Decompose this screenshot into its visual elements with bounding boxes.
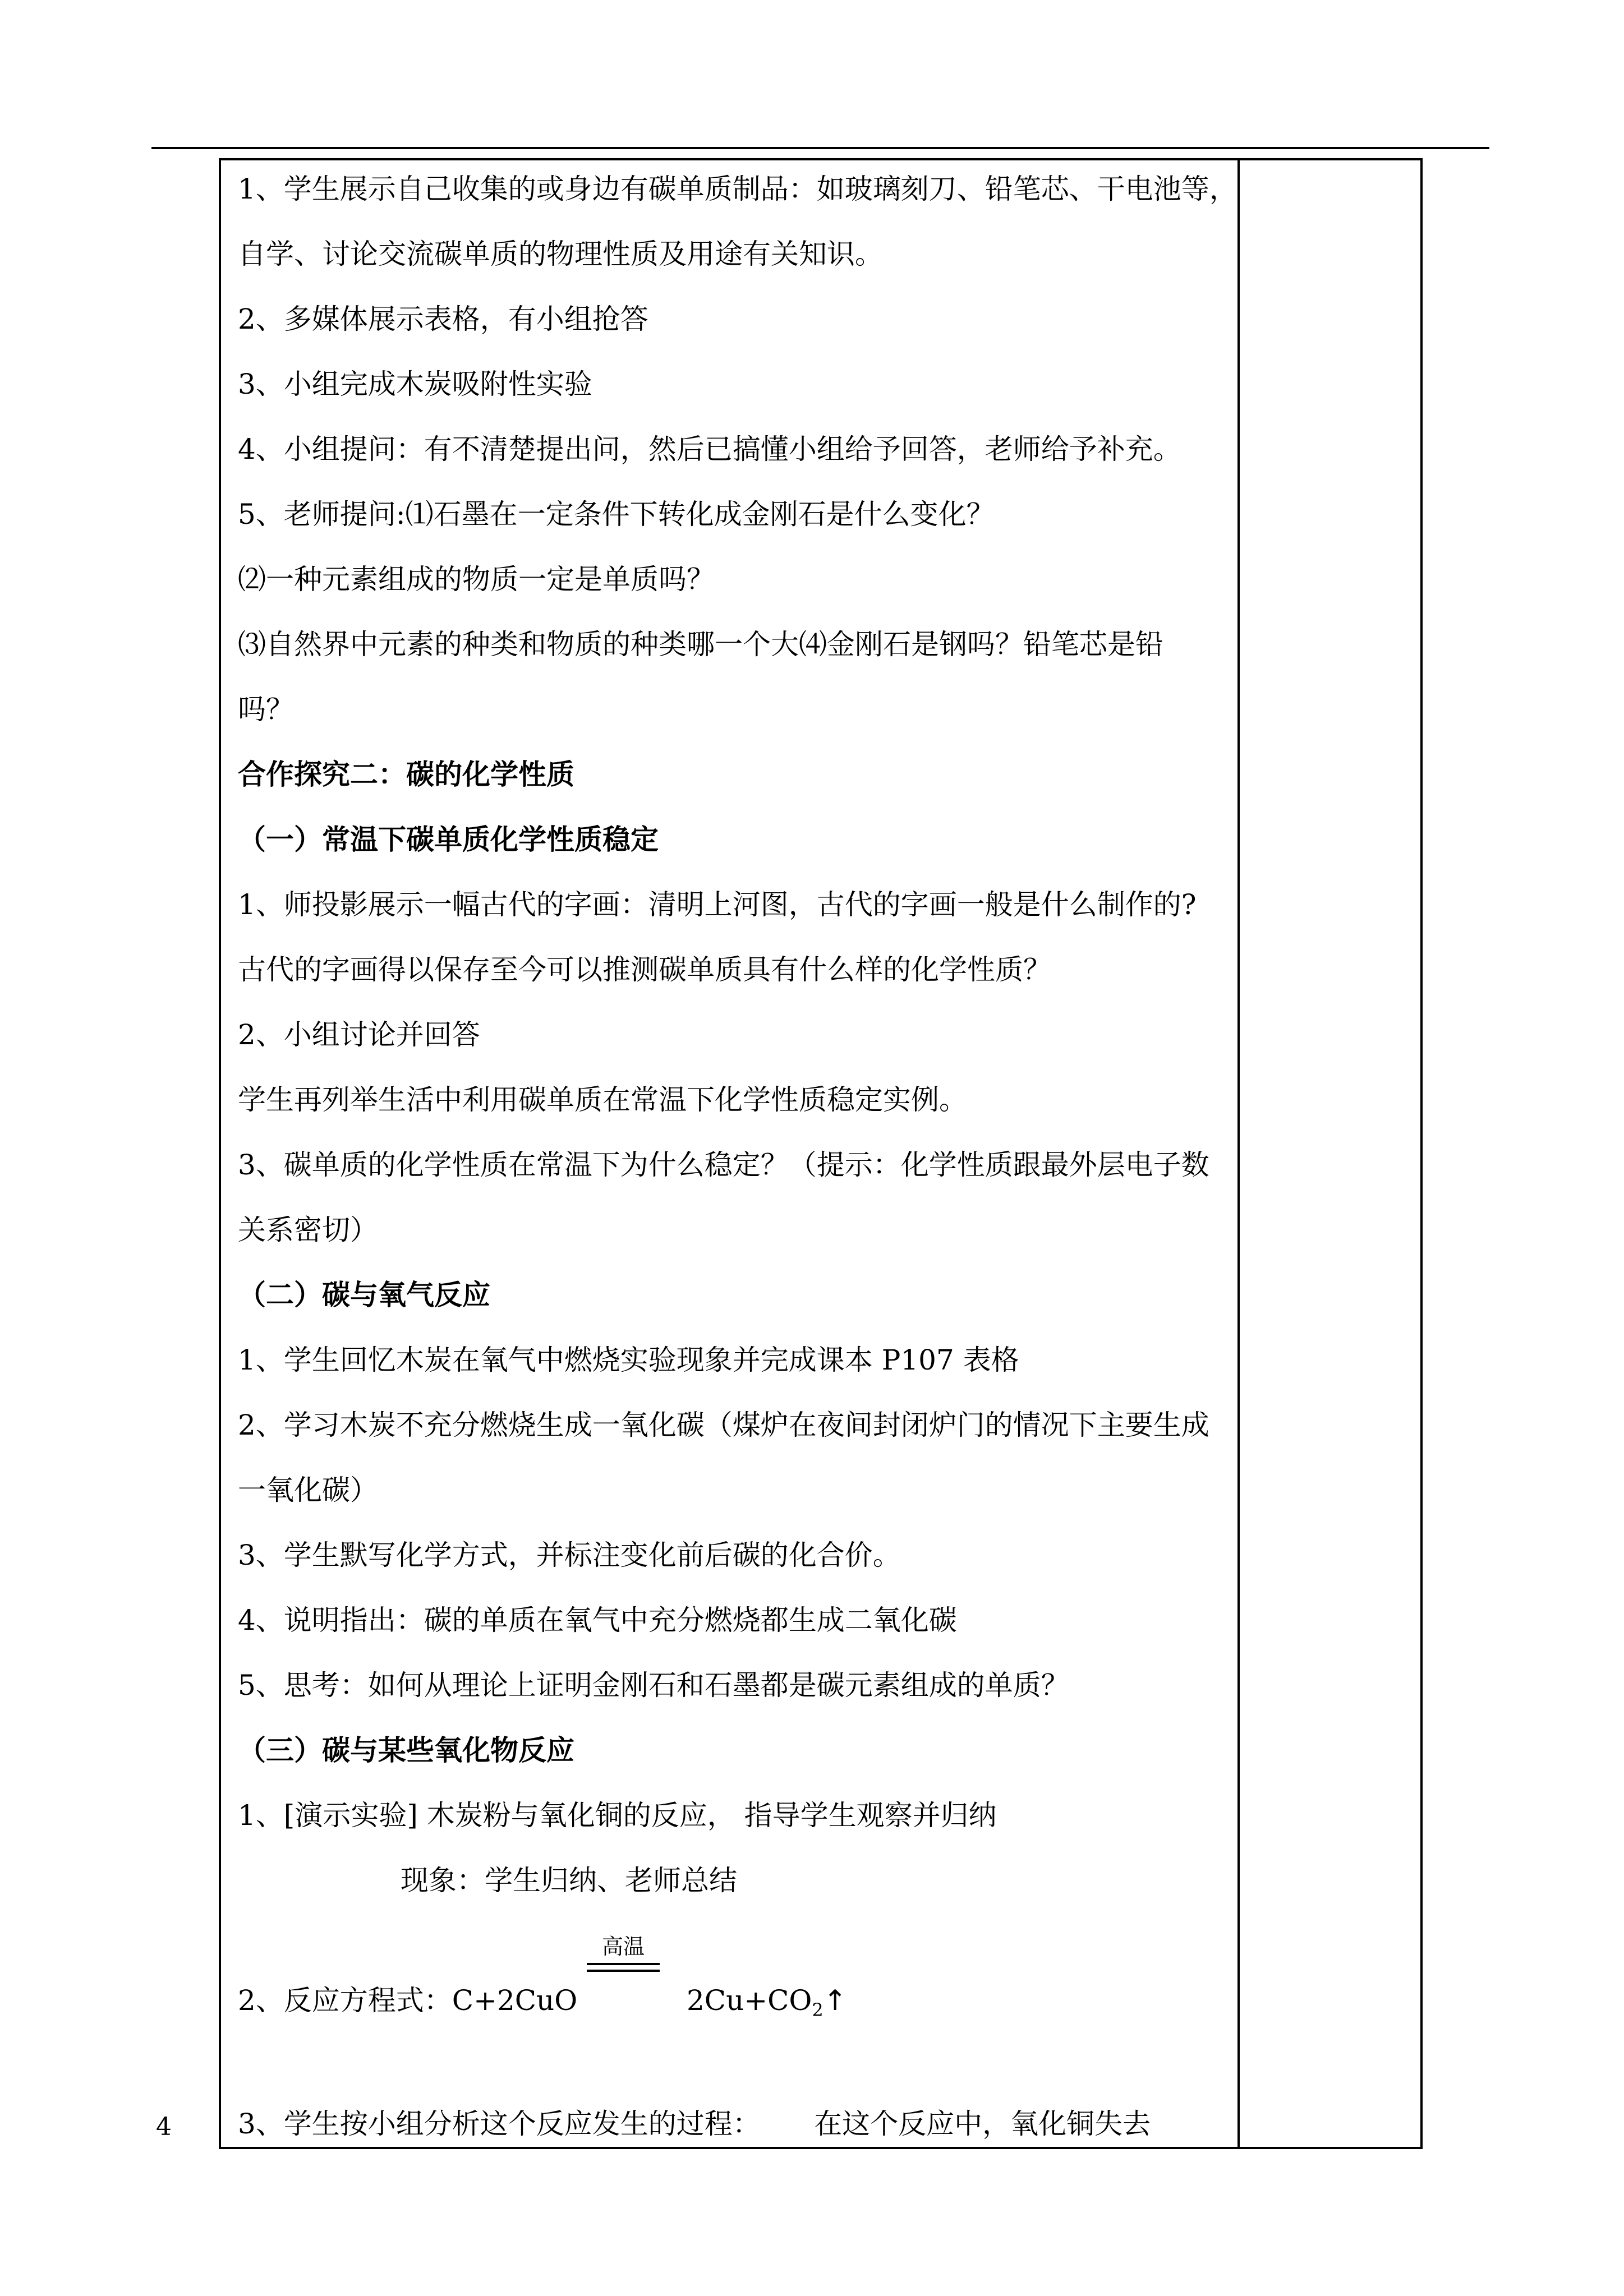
page-number: 4 xyxy=(156,2113,172,2141)
section-heading: 合作探究二：碳的化学性质 xyxy=(238,758,574,791)
equation-reactants: 2、反应方程式：C+2CuO xyxy=(238,1984,578,2017)
lesson-table xyxy=(219,158,1423,2149)
text-line: 一氧化碳） xyxy=(238,1474,378,1506)
text-line: 自学、讨论交流碳单质的物理性质及用途有关知识。 xyxy=(238,238,883,270)
text-line: 1、师投影展示一幅古代的字画：清明上河图，古代的字画一般是什么制作的? xyxy=(238,888,1197,921)
subsection-heading: （三）碳与某些氧化物反应 xyxy=(238,1733,574,1767)
subsection-heading: （一）常温下碳单质化学性质稳定 xyxy=(238,823,659,856)
gas-arrow-icon: ↑ xyxy=(823,1984,847,2017)
text-line: ⑶自然界中元素的种类和物质的种类哪一个大⑷金刚石是钢吗？铅笔芯是铅 xyxy=(238,628,1163,661)
column-divider xyxy=(1237,160,1240,2147)
text-line: 1、学生展示自己收集的或身边有碳单质制品：如玻璃刻刀、铅笔芯、干电池等， xyxy=(238,173,1237,205)
reaction-condition: 高温 xyxy=(601,1934,645,1959)
header-rule xyxy=(151,147,1489,149)
text-line: 3、学生默写化学方式，并标注变化前后碳的化合价。 xyxy=(238,1539,901,1571)
text-line: 1、[演示实验] 木炭粉与氧化铜的反应， 指导学生观察并归纳 xyxy=(238,1799,997,1832)
text-line: 3、碳单质的化学性质在常温下为什么稳定？（提示：化学性质跟最外层电子数 xyxy=(238,1149,1209,1181)
equation-products xyxy=(687,1982,847,2028)
text-line: 3、小组完成木炭吸附性实验 xyxy=(238,368,592,400)
subsection-heading: （二）碳与氧气反应 xyxy=(238,1278,490,1311)
text-line: 1、学生回忆木炭在氧气中燃烧实验现象并完成课本 P107 表格 xyxy=(238,1344,1019,1376)
text-line: 3、学生按小组分析这个反应发生的过程： 在这个反应中，氧化铜失去 xyxy=(238,2108,1151,2140)
text-line: 现象：学生归纳、老师总结 xyxy=(401,1864,737,1897)
text-line: 2、小组讨论并回答 xyxy=(238,1018,480,1051)
text-line: 4、小组提问：有不清楚提出问，然后已搞懂小组给予回答，老师给予补充。 xyxy=(238,433,1181,465)
text-line: 吗？ xyxy=(238,693,294,726)
text-line: ⑵一种元素组成的物质一定是单质吗？ xyxy=(238,563,715,596)
equation-bar xyxy=(587,1970,660,1972)
text-line: 古代的字画得以保存至今可以推测碳单质具有什么样的化学性质？ xyxy=(238,953,1051,986)
equation-bar xyxy=(587,1963,660,1965)
text-line: 5、老师提问:⑴石墨在一定条件下转化成金刚石是什么变化？ xyxy=(238,498,995,531)
text-line: 关系密切） xyxy=(238,1214,378,1246)
text-line: 4、说明指出：碳的单质在氧气中充分燃烧都生成二氧化碳 xyxy=(238,1604,957,1636)
text-line: 学生再列举生活中利用碳单质在常温下化学性质稳定实例。 xyxy=(238,1084,967,1116)
text-line: 5、思考：如何从理论上证明金刚石和石墨都是碳元素组成的单质？ xyxy=(238,1669,1069,1702)
text-line: 2、多媒体展示表格，有小组抢答 xyxy=(238,303,648,335)
text-line: 2、学习木炭不充分燃烧生成一氧化碳（煤炉在夜间封闭炉门的情况下主要生成 xyxy=(238,1409,1209,1441)
products-text: 2Cu+CO xyxy=(687,1984,812,2017)
co2-subscript: 2 xyxy=(812,1999,823,2021)
